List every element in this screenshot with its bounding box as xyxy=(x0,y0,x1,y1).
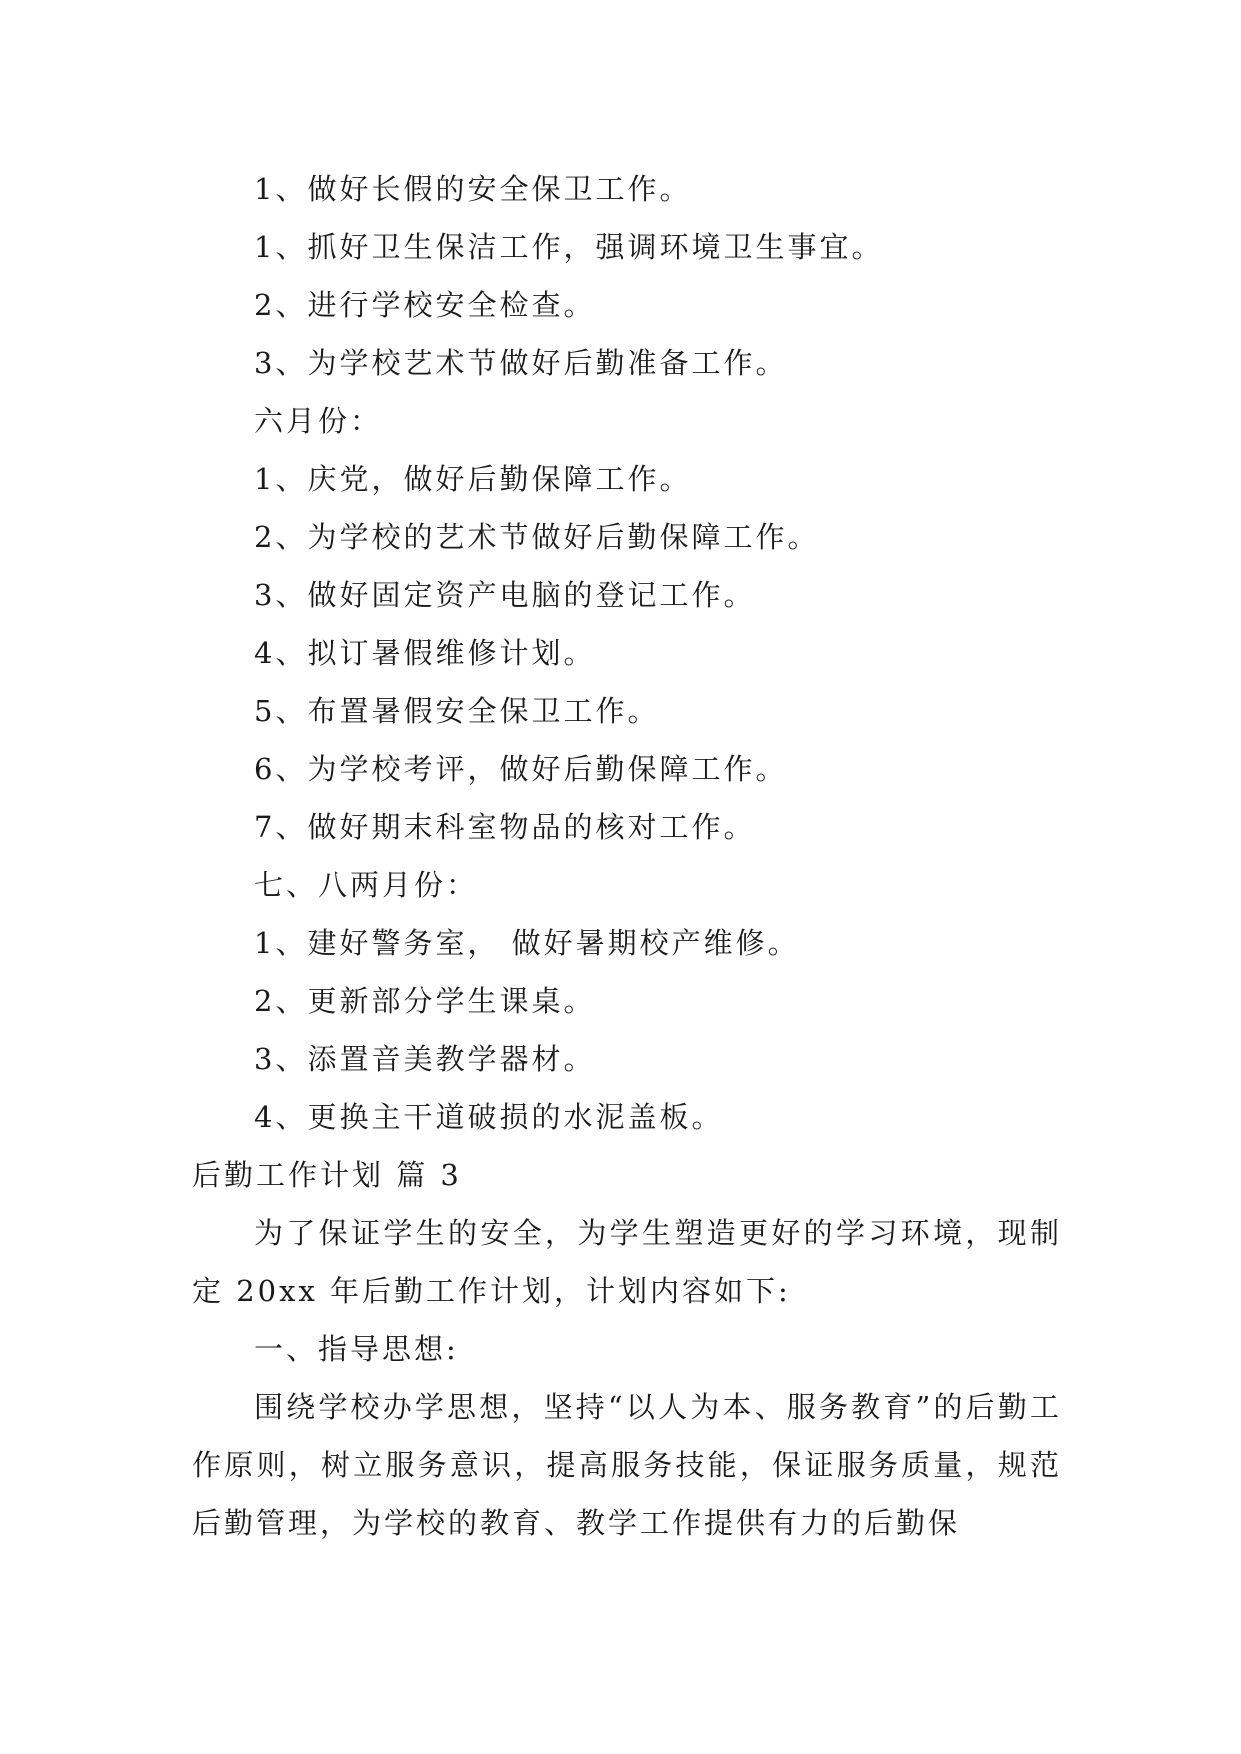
list-item: 1、抓好卫生保洁工作，强调环境卫生事宜。 xyxy=(254,230,884,264)
section-heading: 后勤工作计划 篇 3 xyxy=(192,1158,462,1192)
list-item: 2、进行学校安全检查。 xyxy=(254,288,596,322)
month-heading: 六月份： xyxy=(254,404,383,438)
list-item: 2、更新部分学生课桌。 xyxy=(254,984,596,1018)
list-item: 5、布置暑假安全保卫工作。 xyxy=(254,694,660,728)
list-item: 4、拟订暑假维修计划。 xyxy=(254,636,596,670)
list-item: 3、做好固定资产电脑的登记工作。 xyxy=(254,578,756,612)
list-item: 1、建好警务室， 做好暑期校产维修。 xyxy=(254,926,800,960)
document-content xyxy=(192,160,1062,1552)
body-paragraph: 围绕学校办学思想，坚持“以人为本、服务教育”的后勤工作原则，树立服务意识，提高服务技能，保证服务质量，规范后勤管理，为学校的教育、教学工作提供有力的后勤保 xyxy=(192,1390,1062,1540)
intro-paragraph: 为了保证学生的安全，为学生塑造更好的学习环境，现制定 20xx 年后勤工作计划，计划内容如下: xyxy=(192,1216,1062,1308)
list-item: 1、庆党，做好后勤保障工作。 xyxy=(254,462,692,496)
month-heading: 七、八两月份： xyxy=(254,868,479,902)
list-item: 1、做好长假的安全保卫工作。 xyxy=(254,172,692,206)
list-item: 7、做好期末科室物品的核对工作。 xyxy=(254,810,756,844)
list-item: 6、为学校考评，做好后勤保障工作。 xyxy=(254,752,788,786)
list-item: 3、添置音美教学器材。 xyxy=(254,1042,596,1076)
list-item: 2、为学校的艺术节做好后勤保障工作。 xyxy=(254,520,820,554)
list-item: 3、为学校艺术节做好后勤准备工作。 xyxy=(254,346,788,380)
subheading: 一、指导思想: xyxy=(254,1332,459,1366)
list-item: 4、更换主干道破损的水泥盖板。 xyxy=(254,1100,724,1134)
